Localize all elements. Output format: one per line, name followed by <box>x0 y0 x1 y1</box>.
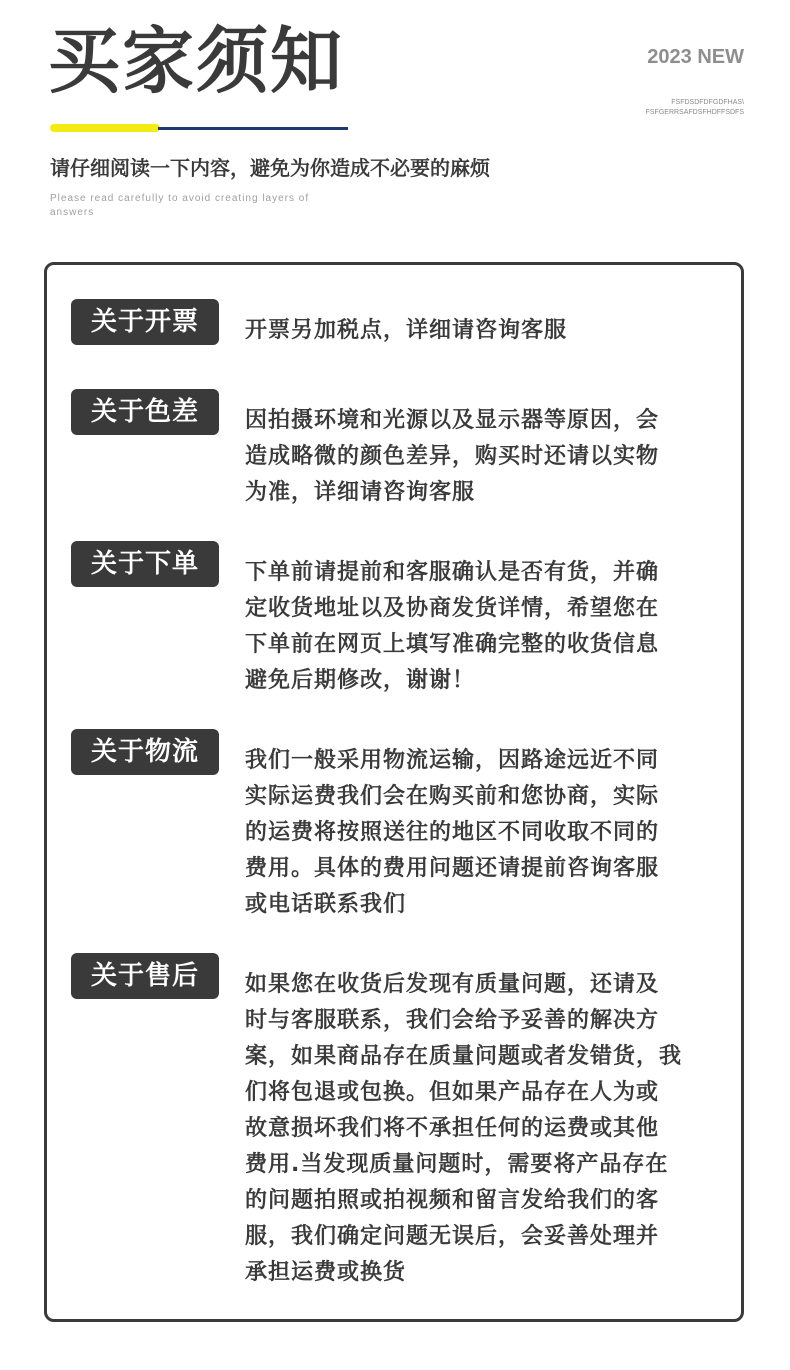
year-badge: 2023 NEW <box>647 46 744 68</box>
code-line: FSFGERRSAFDSFHDFFSDFS <box>645 109 744 116</box>
text-line: 下单前在网页上填写准确完整的收货信息 <box>245 632 660 657</box>
text-line: 避免后期修改，谢谢！ <box>245 668 476 693</box>
text-line: 们将包退或包换。但如果产品存在人为或 <box>245 1080 660 1105</box>
section-tag: 关于售后 <box>71 953 219 999</box>
text-line: 定收货地址以及协商发货详情，希望您在 <box>245 596 660 621</box>
section-body <box>245 743 725 923</box>
text-line: 故意损坏我们将不承担任何的运费或其他 <box>245 1116 660 1141</box>
page-title: 买家须知 <box>48 19 345 103</box>
text-line: 如果您在收货后发现有质量问题，还请及 <box>245 972 660 997</box>
text-line: 案，如果商品存在质量问题或者发错货，我 <box>245 1044 683 1069</box>
text-line: 费用.当发现质量问题时，需要将产品存在 <box>245 1152 669 1177</box>
text-line: 费用。具体的费用问题还请提前咨询客服 <box>245 856 660 881</box>
subtitle: 请仔细阅读一下内容，避免为你造成不必要的麻烦 <box>50 156 490 180</box>
decorative-code-text <box>646 98 744 118</box>
yellow-accent-bar <box>50 124 160 132</box>
text-line: 的问题拍照或拍视频和留言发给我们的客 <box>245 1188 660 1213</box>
text-line: 的运费将按照送往的地区不同收取不同的 <box>245 820 660 845</box>
text-line: 造成略微的颜色差异，购买时还请以实物 <box>245 444 660 469</box>
text-line: 我们一般采用物流运输，因路途远近不同 <box>245 748 660 773</box>
text-line: 实际运费我们会在购买前和您协商，实际 <box>245 784 660 809</box>
section-tag: 关于开票 <box>71 299 219 345</box>
text-line: 服，我们确定问题无误后，会妥善处理并 <box>245 1224 660 1249</box>
section-tag: 关于色差 <box>71 389 219 435</box>
text-line: 因拍摄环境和光源以及显示器等原因，会 <box>245 408 660 433</box>
section-body <box>245 403 725 511</box>
section-body <box>245 313 725 349</box>
text-line: 承担运费或换货 <box>245 1260 407 1285</box>
text-line: 为准，详细请咨询客服 <box>245 480 476 505</box>
text-line: 开票另加税点，详细请咨询客服 <box>245 318 568 343</box>
text-line: 或电话联系我们 <box>245 892 407 917</box>
text-line: 时与客服联系，我们会给予妥善的解决方 <box>245 1008 660 1033</box>
english-note: Please read carefully to avoid creating layers of answers <box>50 193 310 218</box>
code-line: FSFDSDFDFGDFHAS\ <box>671 99 744 106</box>
section-body <box>245 555 725 699</box>
notice-card <box>44 262 744 1322</box>
text-line: 下单前请提前和客服确认是否有货，并确 <box>245 560 660 585</box>
section-tag: 关于物流 <box>71 729 219 775</box>
section-body <box>245 967 725 1291</box>
section-tag: 关于下单 <box>71 541 219 587</box>
blue-underline <box>158 127 348 130</box>
